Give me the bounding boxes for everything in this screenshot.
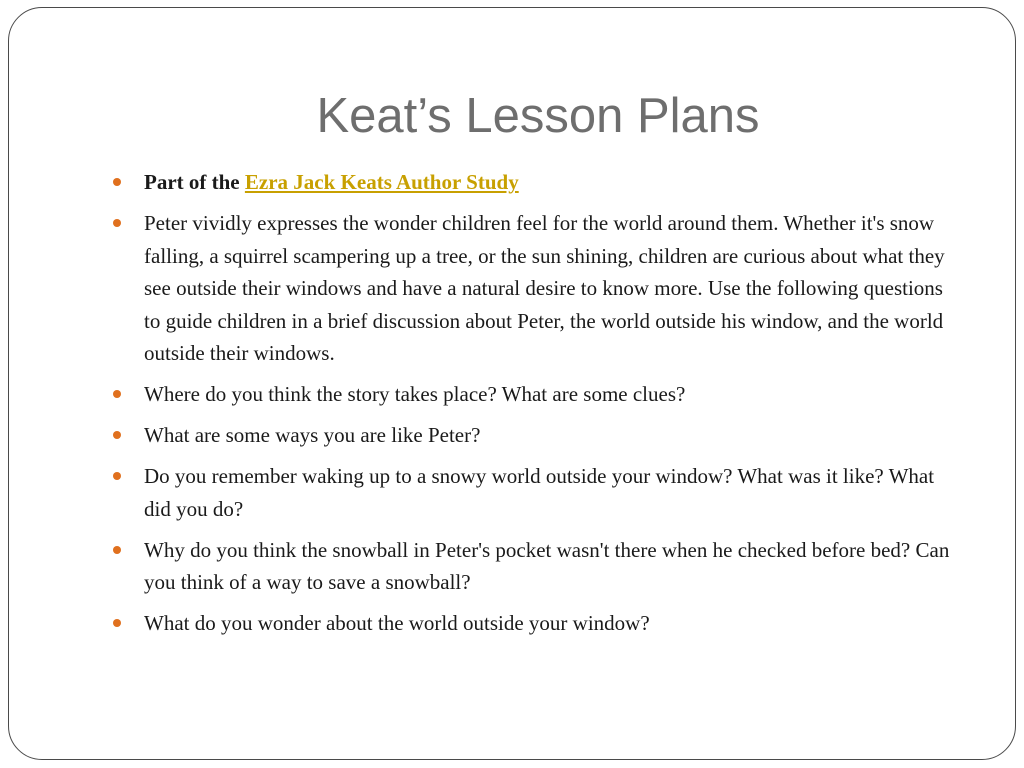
slide-title: Keat’s Lesson Plans [316, 89, 760, 143]
question-text: What are some ways you are like Peter? [144, 423, 481, 447]
bullet-dot-icon [113, 390, 121, 398]
list-item [113, 460, 953, 525]
question-text: Where do you think the story takes place? What are some clues? [144, 382, 686, 406]
author-study-link[interactable]: Ezra Jack Keats Author Study [244, 170, 519, 194]
bullet-dot-icon [113, 619, 121, 627]
intro-paragraph: Peter vividly expresses the wonder children feel for the world around them. Whether it's snow falling, a squirrel scampering up a tree, or the sun shining, children are curious about what they see outside their windows and have a natural desire to know more. Use the following questions to guide children in a brief discussion about Peter, the world outside his window, and the world outside their windows. [144, 211, 945, 365]
list-item [113, 607, 953, 640]
question-text: What do you wonder about the world outside your window? [144, 611, 650, 635]
author-study-lead: Part of the [144, 170, 240, 194]
bullet-dot-icon [113, 219, 121, 227]
question-text: Why do you think the snowball in Peter's pocket wasn't there when he checked before bed? Can you think of a way to save a snowball? [144, 537, 950, 594]
list-item [113, 419, 953, 452]
list-item [113, 378, 953, 411]
list-item [113, 166, 953, 199]
bullet-dot-icon [113, 178, 121, 186]
bullet-dot-icon [113, 472, 121, 480]
list-item [113, 207, 953, 370]
list-item [113, 534, 953, 599]
bullet-dot-icon [113, 431, 121, 439]
bullet-list [113, 166, 953, 648]
question-text: Do you remember waking up to a snowy world outside your window? What was it like? What did you do? [144, 464, 935, 521]
bullet-dot-icon [113, 546, 121, 554]
